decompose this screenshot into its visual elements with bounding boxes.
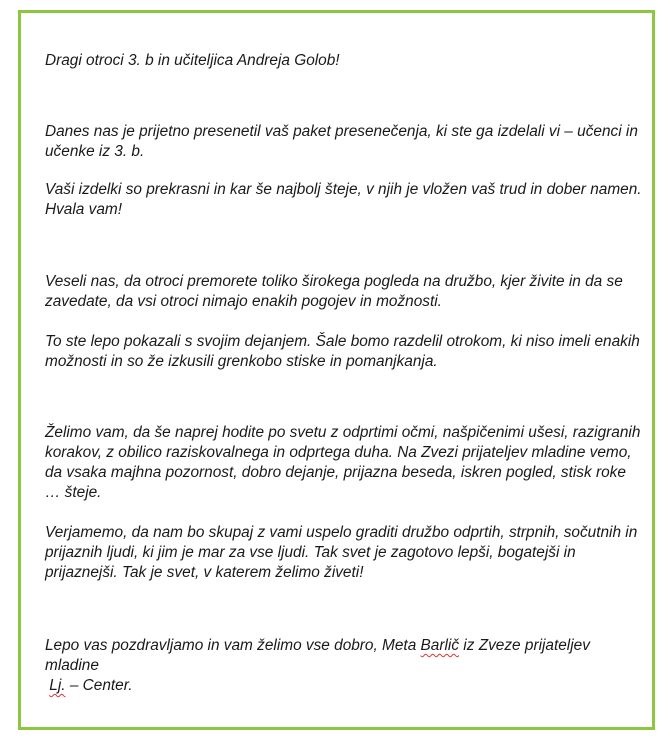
paragraph-products: Vaši izdelki so prekrasni in kar še najbolj šteje, v njih je vložen vaš trud in dober namen. Hvala vam! <box>45 181 642 218</box>
paragraph-awareness: Veseli nas, da otroci premorete toliko širokega pogleda na družbo, kjer živite in da se zavedate, da vsi otroci nimajo enakih pogojev in možnosti. <box>45 273 623 310</box>
closing-organization: iz Zveze prijateljev mladine <box>45 637 590 674</box>
paragraph-thanks: Danes nas je prijetno presenetil vaš paket presenečenja, ki ste ga izdelali vi – učenci in učenke iz 3. b. <box>45 123 638 160</box>
closing-text: Lepo vas pozdravljamo in vam želimo vse dobro, Meta <box>45 637 421 654</box>
city-rest: – Center. <box>65 677 133 694</box>
letter-border <box>18 10 655 730</box>
city-abbreviation: Lj. <box>49 677 66 694</box>
closing-signature <box>45 636 645 696</box>
paragraph-distribution: To ste lepo pokazali s svojim dejanjem. Šale bomo razdelil otrokom, ki niso imeli enakih možnosti in so že izkusili grenkobo stiske in pomanjkanja. <box>45 333 640 370</box>
signer-surname: Barlič <box>420 637 460 654</box>
paragraph-wishes: Želimo vam, da še naprej hodite po svetu z odprtimi očmi, našpičenimi ušesi, razigranih korakov, z obilico raziskovalnega in odprtega duha. Na Zvezi prijateljev mladine vemo, da vsaka majhna pozornost, dobro dejanje, prijazna beseda, iskren pogled, stisk roke … šteje. <box>45 424 641 501</box>
paragraph-belief: Verjamemo, da nam bo skupaj z vami uspelo graditi družbo odprtih, strpnih, sočutnih in prijaznih ljudi, ki jim je mar za vse ljudi. Tak svet je zagotovo lepši, bogatejši in prijaznejši. Tak je svet, v katerem želimo živeti! <box>45 524 638 581</box>
greeting: Dragi otroci 3. b in učiteljica Andreja Golob! <box>45 52 340 69</box>
